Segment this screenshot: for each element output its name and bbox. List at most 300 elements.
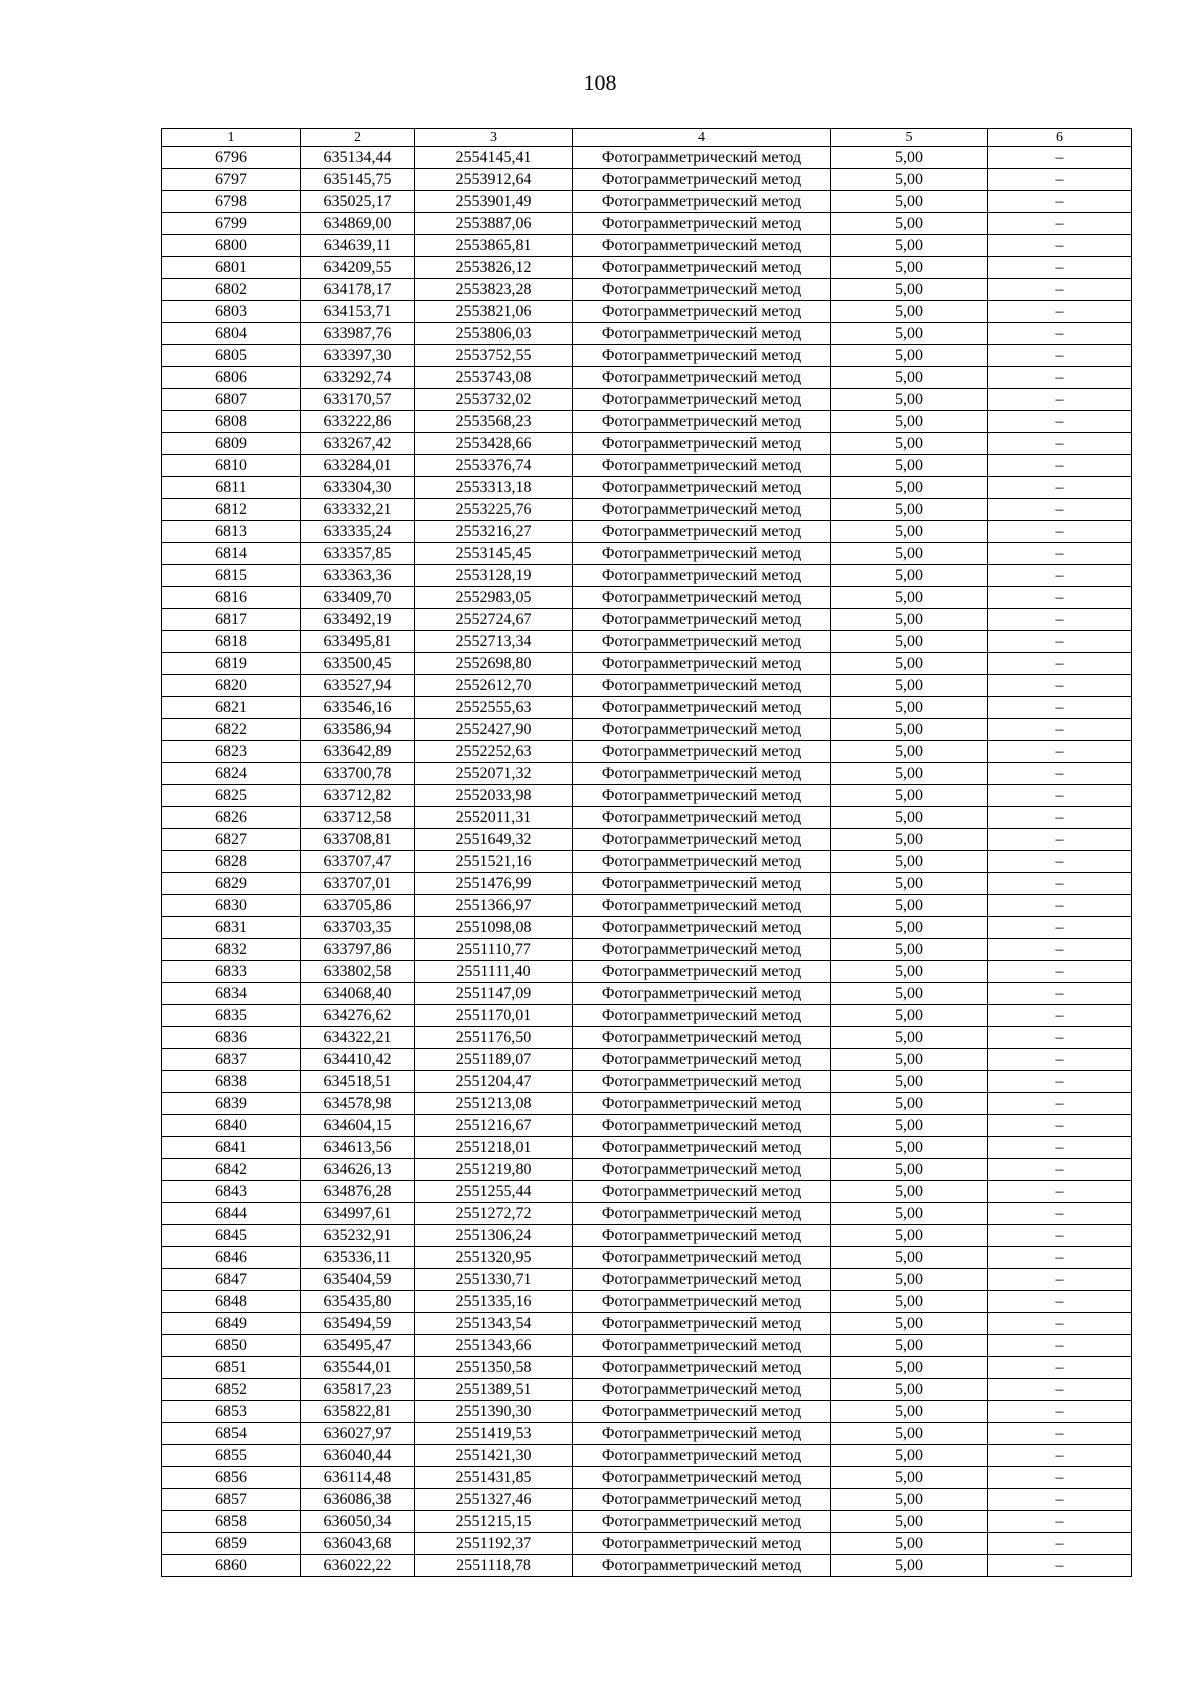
method-cell: Фотограмметрический метод (573, 1357, 831, 1379)
accuracy-cell: 5,00 (831, 1489, 988, 1511)
table-row (162, 1533, 1132, 1555)
accuracy-cell: 5,00 (831, 587, 988, 609)
accuracy-cell: 5,00 (831, 1291, 988, 1313)
x-coordinate-cell: 635817,23 (301, 1379, 415, 1401)
table-row (162, 389, 1132, 411)
y-coordinate-cell: 2551327,46 (415, 1489, 573, 1511)
table-row (162, 1005, 1132, 1027)
accuracy-cell: 5,00 (831, 323, 988, 345)
method-cell: Фотограмметрический метод (573, 565, 831, 587)
accuracy-cell: 5,00 (831, 939, 988, 961)
accuracy-cell: 5,00 (831, 961, 988, 983)
y-coordinate-cell: 2553821,06 (415, 301, 573, 323)
note-cell: – (988, 565, 1132, 587)
table-row (162, 1049, 1132, 1071)
table-row (162, 697, 1132, 719)
accuracy-cell: 5,00 (831, 895, 988, 917)
point-number-cell: 6842 (162, 1159, 301, 1181)
x-coordinate-cell: 634276,62 (301, 1005, 415, 1027)
x-coordinate-cell: 634639,11 (301, 235, 415, 257)
point-number-cell: 6819 (162, 653, 301, 675)
table-row (162, 1027, 1132, 1049)
x-coordinate-cell: 634209,55 (301, 257, 415, 279)
note-cell: – (988, 433, 1132, 455)
method-cell: Фотограмметрический метод (573, 257, 831, 279)
note-cell: – (988, 1269, 1132, 1291)
method-cell: Фотограмметрический метод (573, 961, 831, 983)
accuracy-cell: 5,00 (831, 763, 988, 785)
table-row (162, 763, 1132, 785)
point-number-cell: 6850 (162, 1335, 301, 1357)
method-cell: Фотограмметрический метод (573, 301, 831, 323)
method-cell: Фотограмметрический метод (573, 1379, 831, 1401)
x-coordinate-cell: 633170,57 (301, 389, 415, 411)
note-cell: – (988, 1313, 1132, 1335)
accuracy-cell: 5,00 (831, 1533, 988, 1555)
table-row (162, 345, 1132, 367)
point-number-cell: 6827 (162, 829, 301, 851)
table-row (162, 961, 1132, 983)
accuracy-cell: 5,00 (831, 1159, 988, 1181)
accuracy-cell: 5,00 (831, 235, 988, 257)
table-row (162, 1159, 1132, 1181)
accuracy-cell: 5,00 (831, 1269, 988, 1291)
method-cell: Фотограмметрический метод (573, 213, 831, 235)
note-cell: – (988, 609, 1132, 631)
note-cell: – (988, 983, 1132, 1005)
method-cell: Фотограмметрический метод (573, 1423, 831, 1445)
method-cell: Фотограмметрический метод (573, 1269, 831, 1291)
table-row (162, 829, 1132, 851)
x-coordinate-cell: 635435,80 (301, 1291, 415, 1313)
accuracy-cell: 5,00 (831, 1181, 988, 1203)
note-cell: – (988, 345, 1132, 367)
y-coordinate-cell: 2551215,15 (415, 1511, 573, 1533)
y-coordinate-cell: 2552011,31 (415, 807, 573, 829)
table-row (162, 455, 1132, 477)
x-coordinate-cell: 633409,70 (301, 587, 415, 609)
x-coordinate-cell: 636050,34 (301, 1511, 415, 1533)
y-coordinate-cell: 2554145,41 (415, 147, 573, 169)
method-cell: Фотограмметрический метод (573, 1137, 831, 1159)
x-coordinate-cell: 633357,85 (301, 543, 415, 565)
point-number-cell: 6798 (162, 191, 301, 213)
point-number-cell: 6807 (162, 389, 301, 411)
accuracy-cell: 5,00 (831, 455, 988, 477)
table-row (162, 983, 1132, 1005)
accuracy-cell: 5,00 (831, 1005, 988, 1027)
method-cell: Фотограмметрический метод (573, 455, 831, 477)
note-cell: – (988, 1379, 1132, 1401)
accuracy-cell: 5,00 (831, 345, 988, 367)
note-cell: – (988, 1423, 1132, 1445)
x-coordinate-cell: 635822,81 (301, 1401, 415, 1423)
point-number-cell: 6855 (162, 1445, 301, 1467)
method-cell: Фотограмметрический метод (573, 851, 831, 873)
method-cell: Фотограмметрический метод (573, 917, 831, 939)
table-row (162, 1291, 1132, 1313)
x-coordinate-cell: 635494,59 (301, 1313, 415, 1335)
note-cell: – (988, 1511, 1132, 1533)
note-cell: – (988, 873, 1132, 895)
method-cell: Фотограмметрический метод (573, 1203, 831, 1225)
point-number-cell: 6801 (162, 257, 301, 279)
y-coordinate-cell: 2553313,18 (415, 477, 573, 499)
table-row (162, 521, 1132, 543)
point-number-cell: 6845 (162, 1225, 301, 1247)
x-coordinate-cell: 633797,86 (301, 939, 415, 961)
method-cell: Фотограмметрический метод (573, 1313, 831, 1335)
accuracy-cell: 5,00 (831, 521, 988, 543)
point-number-cell: 6849 (162, 1313, 301, 1335)
y-coordinate-cell: 2552252,63 (415, 741, 573, 763)
point-number-cell: 6840 (162, 1115, 301, 1137)
y-coordinate-cell: 2553428,66 (415, 433, 573, 455)
note-cell: – (988, 675, 1132, 697)
y-coordinate-cell: 2551431,85 (415, 1467, 573, 1489)
accuracy-cell: 5,00 (831, 631, 988, 653)
method-cell: Фотограмметрический метод (573, 631, 831, 653)
x-coordinate-cell: 633707,01 (301, 873, 415, 895)
column-header: 1 (162, 129, 301, 147)
table-row (162, 213, 1132, 235)
table-row (162, 1137, 1132, 1159)
x-coordinate-cell: 634626,13 (301, 1159, 415, 1181)
accuracy-cell: 5,00 (831, 1445, 988, 1467)
note-cell: – (988, 543, 1132, 565)
note-cell: – (988, 1489, 1132, 1511)
y-coordinate-cell: 2553887,06 (415, 213, 573, 235)
y-coordinate-cell: 2551521,16 (415, 851, 573, 873)
x-coordinate-cell: 633708,81 (301, 829, 415, 851)
point-number-cell: 6815 (162, 565, 301, 587)
x-coordinate-cell: 633267,42 (301, 433, 415, 455)
method-cell: Фотограмметрический метод (573, 697, 831, 719)
accuracy-cell: 5,00 (831, 1203, 988, 1225)
note-cell: – (988, 829, 1132, 851)
table-row (162, 1401, 1132, 1423)
y-coordinate-cell: 2553901,49 (415, 191, 573, 213)
method-cell: Фотограмметрический метод (573, 1335, 831, 1357)
x-coordinate-cell: 633707,47 (301, 851, 415, 873)
x-coordinate-cell: 636043,68 (301, 1533, 415, 1555)
method-cell: Фотограмметрический метод (573, 675, 831, 697)
table-row (162, 1445, 1132, 1467)
accuracy-cell: 5,00 (831, 389, 988, 411)
x-coordinate-cell: 636022,22 (301, 1555, 415, 1577)
point-number-cell: 6811 (162, 477, 301, 499)
point-number-cell: 6829 (162, 873, 301, 895)
x-coordinate-cell: 633222,86 (301, 411, 415, 433)
accuracy-cell: 5,00 (831, 1401, 988, 1423)
table-row (162, 1071, 1132, 1093)
table-row (162, 147, 1132, 169)
accuracy-cell: 5,00 (831, 719, 988, 741)
y-coordinate-cell: 2553732,02 (415, 389, 573, 411)
point-number-cell: 6796 (162, 147, 301, 169)
y-coordinate-cell: 2553128,19 (415, 565, 573, 587)
accuracy-cell: 5,00 (831, 1027, 988, 1049)
y-coordinate-cell: 2552698,80 (415, 653, 573, 675)
note-cell: – (988, 851, 1132, 873)
column-header: 2 (301, 129, 415, 147)
table-row (162, 301, 1132, 323)
accuracy-cell: 5,00 (831, 543, 988, 565)
point-number-cell: 6859 (162, 1533, 301, 1555)
accuracy-cell: 5,00 (831, 1335, 988, 1357)
note-cell: – (988, 1071, 1132, 1093)
note-cell: – (988, 191, 1132, 213)
point-number-cell: 6821 (162, 697, 301, 719)
accuracy-cell: 5,00 (831, 1225, 988, 1247)
point-number-cell: 6823 (162, 741, 301, 763)
y-coordinate-cell: 2552713,34 (415, 631, 573, 653)
table-row (162, 565, 1132, 587)
y-coordinate-cell: 2551343,54 (415, 1313, 573, 1335)
accuracy-cell: 5,00 (831, 279, 988, 301)
point-number-cell: 6826 (162, 807, 301, 829)
note-cell: – (988, 499, 1132, 521)
point-number-cell: 6799 (162, 213, 301, 235)
note-cell: – (988, 389, 1132, 411)
y-coordinate-cell: 2552983,05 (415, 587, 573, 609)
table-row (162, 719, 1132, 741)
point-number-cell: 6812 (162, 499, 301, 521)
x-coordinate-cell: 633705,86 (301, 895, 415, 917)
table-row (162, 1423, 1132, 1445)
accuracy-cell: 5,00 (831, 741, 988, 763)
point-number-cell: 6839 (162, 1093, 301, 1115)
y-coordinate-cell: 2551118,78 (415, 1555, 573, 1577)
x-coordinate-cell: 633586,94 (301, 719, 415, 741)
point-number-cell: 6809 (162, 433, 301, 455)
accuracy-cell: 5,00 (831, 1357, 988, 1379)
table-row (162, 1467, 1132, 1489)
note-cell: – (988, 1247, 1132, 1269)
point-number-cell: 6833 (162, 961, 301, 983)
y-coordinate-cell: 2551255,44 (415, 1181, 573, 1203)
x-coordinate-cell: 633712,58 (301, 807, 415, 829)
note-cell: – (988, 719, 1132, 741)
y-coordinate-cell: 2551110,77 (415, 939, 573, 961)
y-coordinate-cell: 2551389,51 (415, 1379, 573, 1401)
accuracy-cell: 5,00 (831, 675, 988, 697)
x-coordinate-cell: 634613,56 (301, 1137, 415, 1159)
note-cell: – (988, 1291, 1132, 1313)
y-coordinate-cell: 2551216,67 (415, 1115, 573, 1137)
accuracy-cell: 5,00 (831, 1379, 988, 1401)
table-row (162, 1379, 1132, 1401)
y-coordinate-cell: 2552724,67 (415, 609, 573, 631)
point-number-cell: 6806 (162, 367, 301, 389)
note-cell: – (988, 1203, 1132, 1225)
y-coordinate-cell: 2553826,12 (415, 257, 573, 279)
table-row (162, 1247, 1132, 1269)
accuracy-cell: 5,00 (831, 433, 988, 455)
point-number-cell: 6852 (162, 1379, 301, 1401)
note-cell: – (988, 1027, 1132, 1049)
y-coordinate-cell: 2551170,01 (415, 1005, 573, 1027)
x-coordinate-cell: 633492,19 (301, 609, 415, 631)
y-coordinate-cell: 2551419,53 (415, 1423, 573, 1445)
y-coordinate-cell: 2551306,24 (415, 1225, 573, 1247)
table-row (162, 587, 1132, 609)
point-number-cell: 6854 (162, 1423, 301, 1445)
y-coordinate-cell: 2551649,32 (415, 829, 573, 851)
y-coordinate-cell: 2551390,30 (415, 1401, 573, 1423)
x-coordinate-cell: 633527,94 (301, 675, 415, 697)
note-cell: – (988, 1005, 1132, 1027)
table-row (162, 939, 1132, 961)
table-row (162, 895, 1132, 917)
method-cell: Фотограмметрический метод (573, 191, 831, 213)
method-cell: Фотограмметрический метод (573, 521, 831, 543)
method-cell: Фотограмметрический метод (573, 169, 831, 191)
point-number-cell: 6847 (162, 1269, 301, 1291)
x-coordinate-cell: 635336,11 (301, 1247, 415, 1269)
column-header: 6 (988, 129, 1132, 147)
x-coordinate-cell: 633546,16 (301, 697, 415, 719)
y-coordinate-cell: 2551272,72 (415, 1203, 573, 1225)
y-coordinate-cell: 2552555,63 (415, 697, 573, 719)
accuracy-cell: 5,00 (831, 851, 988, 873)
note-cell: – (988, 741, 1132, 763)
method-cell: Фотограмметрический метод (573, 1555, 831, 1577)
accuracy-cell: 5,00 (831, 1467, 988, 1489)
table-row (162, 851, 1132, 873)
table-row (162, 323, 1132, 345)
table-row (162, 1335, 1132, 1357)
x-coordinate-cell: 635145,75 (301, 169, 415, 191)
accuracy-cell: 5,00 (831, 1137, 988, 1159)
method-cell: Фотограмметрический метод (573, 587, 831, 609)
accuracy-cell: 5,00 (831, 983, 988, 1005)
accuracy-cell: 5,00 (831, 411, 988, 433)
point-number-cell: 6828 (162, 851, 301, 873)
note-cell: – (988, 917, 1132, 939)
accuracy-cell: 5,00 (831, 1555, 988, 1577)
accuracy-cell: 5,00 (831, 609, 988, 631)
method-cell: Фотограмметрический метод (573, 1027, 831, 1049)
note-cell: – (988, 1137, 1132, 1159)
method-cell: Фотограмметрический метод (573, 653, 831, 675)
method-cell: Фотограмметрический метод (573, 389, 831, 411)
point-number-cell: 6804 (162, 323, 301, 345)
x-coordinate-cell: 633397,30 (301, 345, 415, 367)
note-cell: – (988, 1335, 1132, 1357)
accuracy-cell: 5,00 (831, 653, 988, 675)
table-row (162, 653, 1132, 675)
note-cell: – (988, 169, 1132, 191)
point-number-cell: 6857 (162, 1489, 301, 1511)
table-row (162, 543, 1132, 565)
x-coordinate-cell: 633332,21 (301, 499, 415, 521)
note-cell: – (988, 961, 1132, 983)
point-number-cell: 6831 (162, 917, 301, 939)
table-row (162, 1511, 1132, 1533)
point-number-cell: 6805 (162, 345, 301, 367)
table-row (162, 257, 1132, 279)
point-number-cell: 6856 (162, 1467, 301, 1489)
point-number-cell: 6797 (162, 169, 301, 191)
x-coordinate-cell: 633284,01 (301, 455, 415, 477)
accuracy-cell: 5,00 (831, 1115, 988, 1137)
x-coordinate-cell: 635404,59 (301, 1269, 415, 1291)
x-coordinate-cell: 633292,74 (301, 367, 415, 389)
note-cell: – (988, 1467, 1132, 1489)
accuracy-cell: 5,00 (831, 147, 988, 169)
page-number: 108 (583, 70, 617, 95)
x-coordinate-cell: 634876,28 (301, 1181, 415, 1203)
x-coordinate-cell: 636027,97 (301, 1423, 415, 1445)
x-coordinate-cell: 633703,35 (301, 917, 415, 939)
point-number-cell: 6858 (162, 1511, 301, 1533)
method-cell: Фотограмметрический метод (573, 763, 831, 785)
x-coordinate-cell: 633335,24 (301, 521, 415, 543)
y-coordinate-cell: 2551111,40 (415, 961, 573, 983)
method-cell: Фотограмметрический метод (573, 1093, 831, 1115)
point-number-cell: 6814 (162, 543, 301, 565)
method-cell: Фотограмметрический метод (573, 323, 831, 345)
accuracy-cell: 5,00 (831, 191, 988, 213)
method-cell: Фотограмметрический метод (573, 235, 831, 257)
y-coordinate-cell: 2553865,81 (415, 235, 573, 257)
method-cell: Фотограмметрический метод (573, 367, 831, 389)
note-cell: – (988, 807, 1132, 829)
table-row (162, 1203, 1132, 1225)
method-cell: Фотограмметрический метод (573, 1159, 831, 1181)
note-cell: – (988, 213, 1132, 235)
column-header: 4 (573, 129, 831, 147)
y-coordinate-cell: 2553752,55 (415, 345, 573, 367)
method-cell: Фотограмметрический метод (573, 279, 831, 301)
point-number-cell: 6803 (162, 301, 301, 323)
method-cell: Фотограмметрический метод (573, 895, 831, 917)
note-cell: – (988, 1159, 1132, 1181)
note-cell: – (988, 235, 1132, 257)
y-coordinate-cell: 2551366,97 (415, 895, 573, 917)
accuracy-cell: 5,00 (831, 1313, 988, 1335)
table-row (162, 1181, 1132, 1203)
note-cell: – (988, 301, 1132, 323)
table-row (162, 1489, 1132, 1511)
y-coordinate-cell: 2551330,71 (415, 1269, 573, 1291)
x-coordinate-cell: 633802,58 (301, 961, 415, 983)
note-cell: – (988, 521, 1132, 543)
accuracy-cell: 5,00 (831, 829, 988, 851)
y-coordinate-cell: 2552612,70 (415, 675, 573, 697)
table-row (162, 1357, 1132, 1379)
table-row (162, 433, 1132, 455)
accuracy-cell: 5,00 (831, 499, 988, 521)
point-number-cell: 6822 (162, 719, 301, 741)
y-coordinate-cell: 2553145,45 (415, 543, 573, 565)
accuracy-cell: 5,00 (831, 1049, 988, 1071)
method-cell: Фотограмметрический метод (573, 411, 831, 433)
method-cell: Фотограмметрический метод (573, 1489, 831, 1511)
method-cell: Фотограмметрический метод (573, 1467, 831, 1489)
x-coordinate-cell: 634997,61 (301, 1203, 415, 1225)
point-number-cell: 6816 (162, 587, 301, 609)
y-coordinate-cell: 2553216,27 (415, 521, 573, 543)
table-row (162, 235, 1132, 257)
note-cell: – (988, 1225, 1132, 1247)
point-number-cell: 6832 (162, 939, 301, 961)
y-coordinate-cell: 2553743,08 (415, 367, 573, 389)
accuracy-cell: 5,00 (831, 697, 988, 719)
table-row (162, 367, 1132, 389)
x-coordinate-cell: 633642,89 (301, 741, 415, 763)
